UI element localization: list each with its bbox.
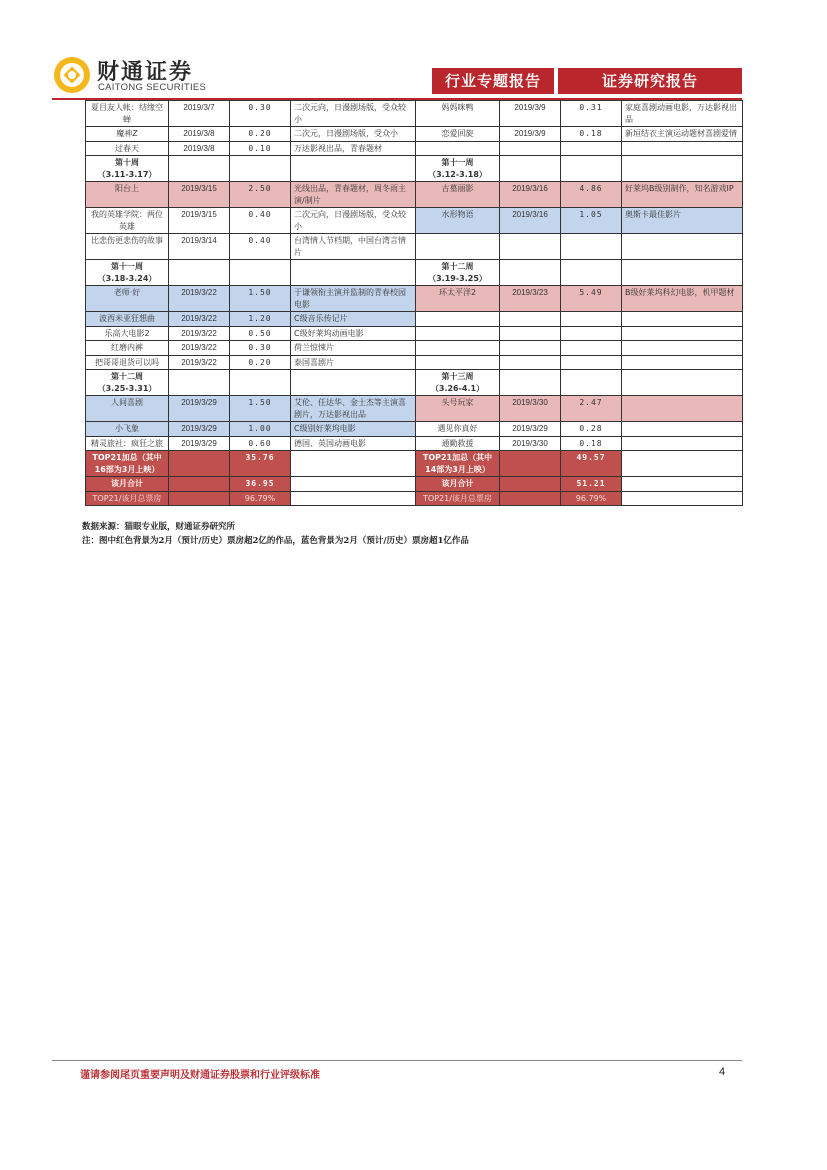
empty-cell (500, 355, 561, 370)
release-date: 2019/3/15 (169, 182, 230, 208)
empty-cell (291, 477, 416, 492)
top21-sum-label: TOP21加总（其中16部为3月上映） (86, 451, 169, 477)
page-number: 4 (719, 1066, 726, 1078)
film-name: 过春天 (86, 141, 169, 156)
empty-cell (561, 370, 622, 396)
release-date: 2019/3/29 (169, 436, 230, 451)
film-name: 红磨内裤 (86, 341, 169, 356)
box-office: 1.50 (230, 286, 291, 312)
table-row (86, 355, 743, 370)
empty-cell (622, 491, 743, 506)
week-label: 第十二周 （3.19-3.25） (416, 260, 500, 286)
week-header-row (86, 370, 743, 396)
empty-cell (622, 326, 743, 341)
empty-cell (622, 370, 743, 396)
empty-cell (169, 477, 230, 492)
release-date: 2019/3/29 (169, 396, 230, 422)
box-office: 0.30 (230, 101, 291, 127)
empty-cell (169, 156, 230, 182)
footer-rule (52, 1060, 742, 1061)
table-row (86, 141, 743, 156)
header-tags (0, 68, 827, 94)
empty-cell (561, 326, 622, 341)
week-label: 第十一周 （3.18-3.24） (86, 260, 169, 286)
release-date: 2019/3/9 (500, 101, 561, 127)
tag-industry-report: 行业专题报告 (432, 68, 554, 94)
film-name: 把哥哥退货可以吗 (86, 355, 169, 370)
film-note: 艾伦、任达华、金士杰等主演喜剧片，万达影视出品 (291, 396, 416, 422)
film-note (622, 396, 743, 422)
box-office: 5.49 (561, 286, 622, 312)
empty-cell (291, 260, 416, 286)
empty-cell (500, 156, 561, 182)
release-date: 2019/3/22 (169, 312, 230, 327)
film-note: 万达影视出品，青春题材 (291, 141, 416, 156)
color-legend-note: 注：图中红色背景为2月（预计/历史）票房超2亿的作品，蓝色背景为2月（预计/历史）票房超1亿作品 (82, 536, 469, 546)
ratio-label: TOP21/该月总票房 (86, 491, 169, 506)
week-label: 第十三周 （3.26-4.1） (416, 370, 500, 396)
film-name: 我的英雄学院：两位英雄 (86, 208, 169, 234)
empty-cell (622, 341, 743, 356)
box-office: 0.20 (230, 355, 291, 370)
film-name: 恋爱回旋 (416, 127, 500, 142)
film-note: 二次元向，日漫剧场版，受众较小 (291, 101, 416, 127)
empty-cell (500, 451, 561, 477)
film-name: 波西米亚狂想曲 (86, 312, 169, 327)
box-office-table (85, 100, 743, 506)
empty-cell (416, 312, 500, 327)
empty-cell (561, 156, 622, 182)
box-office: 0.31 (561, 101, 622, 127)
empty-cell (169, 491, 230, 506)
film-note: 新垣结衣主演运动题材喜剧爱情 (622, 127, 743, 142)
film-note: 奥斯卡最佳影片 (622, 208, 743, 234)
film-note: 家庭喜剧动画电影，万达影视出品 (622, 101, 743, 127)
empty-cell (416, 326, 500, 341)
week-label: 第十二周 （3.25-3.31） (86, 370, 169, 396)
film-name: 比悲伤更悲伤的故事 (86, 234, 169, 260)
logo-chinese-name: 财通证券 (97, 60, 194, 85)
empty-cell (500, 260, 561, 286)
release-date: 2019/3/8 (169, 141, 230, 156)
film-name: 水形物语 (416, 208, 500, 234)
release-date: 2019/3/9 (500, 127, 561, 142)
release-date: 2019/3/16 (500, 182, 561, 208)
table-row (86, 436, 743, 451)
empty-cell (500, 477, 561, 492)
release-date: 2019/3/22 (169, 355, 230, 370)
empty-cell (416, 341, 500, 356)
film-name: 小飞象 (86, 422, 169, 437)
release-date: 2019/3/16 (500, 208, 561, 234)
empty-cell (291, 370, 416, 396)
film-note: C级别好莱坞电影 (291, 422, 416, 437)
data-source-note: 数据来源：猫眼专业版，财通证券研究所 (82, 522, 236, 532)
empty-cell (622, 355, 743, 370)
empty-cell (622, 156, 743, 182)
film-note: 好莱坞B级别制作，知名游戏IP (622, 182, 743, 208)
film-note: C级好莱坞动画电影 (291, 326, 416, 341)
release-date: 2019/3/7 (169, 101, 230, 127)
table-row (86, 422, 743, 437)
release-date: 2019/3/15 (169, 208, 230, 234)
empty-cell (622, 141, 743, 156)
tag-securities-report: 证券研究报告 (558, 68, 742, 94)
empty-cell (169, 451, 230, 477)
empty-cell (169, 370, 230, 396)
table-row (86, 312, 743, 327)
box-office: 2.47 (561, 396, 622, 422)
total-row (86, 477, 743, 492)
film-name: 魔神Z (86, 127, 169, 142)
empty-cell (291, 491, 416, 506)
box-office: 1.50 (230, 396, 291, 422)
table-row (86, 234, 743, 260)
film-name: 乐高大电影2 (86, 326, 169, 341)
film-name: 妈妈咪鸭 (416, 101, 500, 127)
film-note: B级好莱坞科幻电影，机甲题材 (622, 286, 743, 312)
month-total-label: 该月合计 (416, 477, 500, 492)
empty-cell (230, 260, 291, 286)
month-total-label: 该月合计 (86, 477, 169, 492)
ratio-value: 96.79% (230, 491, 291, 506)
ratio-value: 96.79% (561, 491, 622, 506)
film-name: 夏目友人帐：结缘空蝉 (86, 101, 169, 127)
week-label: 第十周 （3.11-3.17） (86, 156, 169, 182)
box-office: 0.18 (561, 436, 622, 451)
empty-cell (622, 312, 743, 327)
table-row (86, 127, 743, 142)
empty-cell (416, 234, 500, 260)
empty-cell (500, 234, 561, 260)
box-office: 0.60 (230, 436, 291, 451)
release-date: 2019/3/29 (169, 422, 230, 437)
empty-cell (500, 370, 561, 396)
film-name: 遇见你真好 (416, 422, 500, 437)
empty-cell (291, 156, 416, 182)
empty-cell (416, 141, 500, 156)
box-office: 1.00 (230, 422, 291, 437)
box-office: 1.20 (230, 312, 291, 327)
box-office: 1.05 (561, 208, 622, 234)
empty-cell (169, 260, 230, 286)
empty-cell (622, 260, 743, 286)
film-name: 精灵旅社：疯狂之旅 (86, 436, 169, 451)
film-note: 二次元，日漫剧场版，受众小 (291, 127, 416, 142)
table-row (86, 286, 743, 312)
release-date: 2019/3/22 (169, 326, 230, 341)
table-row (86, 326, 743, 341)
film-name: 阳台上 (86, 182, 169, 208)
box-office: 0.30 (230, 341, 291, 356)
box-office: 2.50 (230, 182, 291, 208)
film-name: 古墓丽影 (416, 182, 500, 208)
film-note: 二次元向，日漫剧场版，受众较小 (291, 208, 416, 234)
empty-cell (622, 451, 743, 477)
empty-cell (500, 341, 561, 356)
film-note (622, 436, 743, 451)
film-note: 泰国喜剧片 (291, 355, 416, 370)
film-note: 德国、英国动画电影 (291, 436, 416, 451)
box-office: 0.50 (230, 326, 291, 341)
film-note: 光线出品，青春题材，周冬雨主演/制片 (291, 182, 416, 208)
film-note: C级音乐传记片 (291, 312, 416, 327)
empty-cell (561, 341, 622, 356)
empty-cell (500, 141, 561, 156)
release-date: 2019/3/22 (169, 286, 230, 312)
release-date: 2019/3/29 (500, 422, 561, 437)
empty-cell (500, 326, 561, 341)
release-date: 2019/3/23 (500, 286, 561, 312)
empty-cell (561, 355, 622, 370)
film-note: 台湾情人节档期，中国台湾言情片 (291, 234, 416, 260)
empty-cell (561, 260, 622, 286)
film-name: 头号玩家 (416, 396, 500, 422)
top21-sum-label: TOP21加总（其中14部为3月上映） (416, 451, 500, 477)
release-date: 2019/3/8 (169, 127, 230, 142)
table-row (86, 208, 743, 234)
top21-sum-value: 35.76 (230, 451, 291, 477)
empty-cell (416, 355, 500, 370)
week-label: 第十一周 （3.12-3.18） (416, 156, 500, 182)
month-total-value: 51.21 (561, 477, 622, 492)
empty-cell (230, 156, 291, 182)
table-row (86, 341, 743, 356)
top21-sum-value: 49.57 (561, 451, 622, 477)
box-office: 4.86 (561, 182, 622, 208)
film-name: 人间喜剧 (86, 396, 169, 422)
empty-cell (561, 312, 622, 327)
film-note: 荷兰惊悚片 (291, 341, 416, 356)
empty-cell (622, 234, 743, 260)
release-date: 2019/3/30 (500, 396, 561, 422)
week-header-row (86, 156, 743, 182)
empty-cell (500, 312, 561, 327)
table-row (86, 182, 743, 208)
total-row (86, 491, 743, 506)
box-office: 0.18 (561, 127, 622, 142)
empty-cell (500, 491, 561, 506)
box-office: 0.40 (230, 208, 291, 234)
empty-cell (561, 141, 622, 156)
month-total-value: 36.95 (230, 477, 291, 492)
film-name: 环太平洋2 (416, 286, 500, 312)
film-note: 于谦领衔主演并监制的青春校园电影 (291, 286, 416, 312)
ratio-label: TOP21/该月总票房 (416, 491, 500, 506)
empty-cell (291, 451, 416, 477)
empty-cell (622, 477, 743, 492)
film-name: 老师·好 (86, 286, 169, 312)
table-row (86, 396, 743, 422)
box-office: 0.28 (561, 422, 622, 437)
box-office: 0.40 (230, 234, 291, 260)
box-office: 0.10 (230, 141, 291, 156)
release-date: 2019/3/22 (169, 341, 230, 356)
total-row (86, 451, 743, 477)
table-row (86, 101, 743, 127)
empty-cell (561, 234, 622, 260)
box-office: 0.20 (230, 127, 291, 142)
film-name: 通勤救援 (416, 436, 500, 451)
release-date: 2019/3/30 (500, 436, 561, 451)
film-note (622, 422, 743, 437)
logo-english-name: CAITONG SECURITIES (98, 82, 207, 93)
release-date: 2019/3/14 (169, 234, 230, 260)
footer-disclaimer: 谨请参阅尾页重要声明及财通证券股票和行业评级标准 (80, 1070, 320, 1081)
empty-cell (230, 370, 291, 396)
week-header-row (86, 260, 743, 286)
